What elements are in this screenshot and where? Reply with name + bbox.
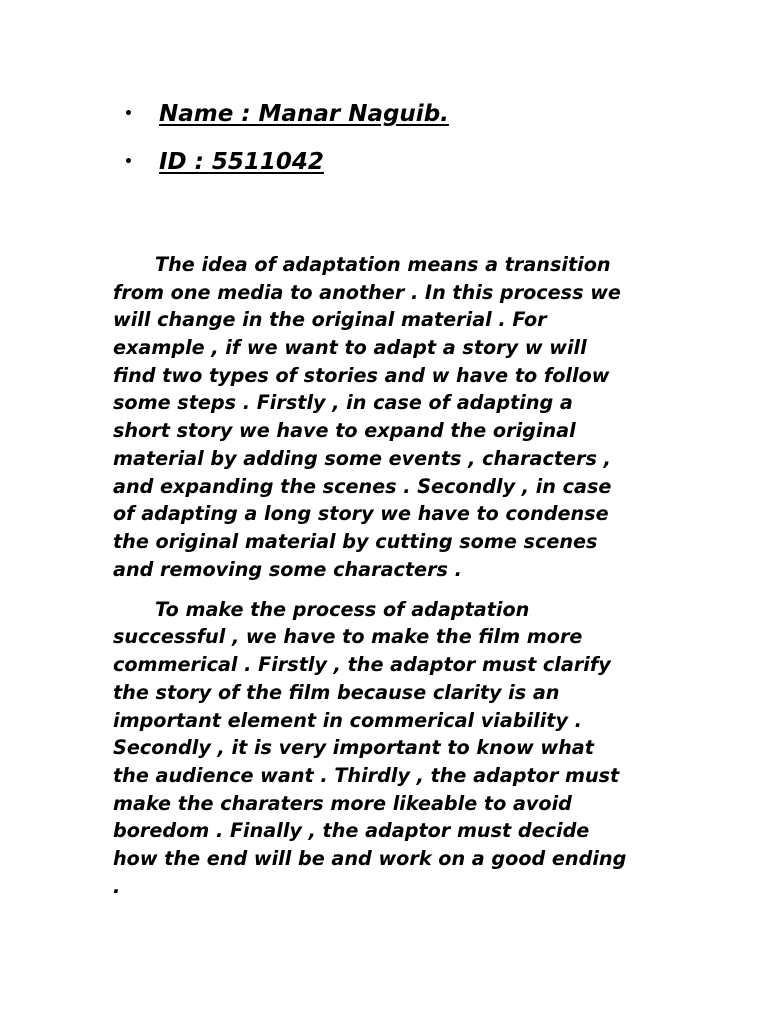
paragraph-line: To make the process of adaptation: [155, 597, 530, 621]
paragraph-line: some steps . Firstly , in case of adapting a: [113, 391, 573, 415]
paragraph-line: of adapting a long story we have to condense: [113, 502, 609, 526]
paragraph-2: [113, 596, 673, 901]
paragraph-line: the audience want . Thirdly , the adaptor must: [113, 763, 620, 787]
paragraph-line: from one media to another . In this process we: [113, 280, 621, 304]
essay-body: [113, 251, 673, 900]
paragraph-line: successful , we have to make the film more: [113, 625, 583, 649]
paragraph-1: [113, 251, 673, 583]
student-id-item: [124, 138, 324, 186]
paragraph-line: short story we have to expand the original: [113, 419, 576, 443]
paragraph-line: find two types of stories and w have to follow: [113, 363, 610, 387]
paragraph-line: make the charaters more likeable to avoid: [113, 791, 572, 815]
student-info-list: [124, 90, 449, 186]
paragraph-line: and expanding the scenes . Secondly , in case: [113, 474, 612, 498]
paragraph-line: commerical . Firstly , the adaptor must clarify: [113, 653, 611, 677]
paragraph-line: material by adding some events , characters ,: [113, 446, 611, 470]
paragraph-line: example , if we want to adapt a story w will: [113, 336, 587, 360]
student-id: ID : 5511042: [159, 149, 324, 175]
bullet-icon: •: [124, 154, 133, 170]
paragraph-line: will change in the original material . For: [113, 308, 547, 332]
student-name: Name : Manar Naguib.: [159, 101, 449, 127]
paragraph-line: Secondly , it is very important to know what: [113, 736, 594, 760]
bullet-icon: •: [124, 106, 133, 122]
student-name-item: [124, 90, 449, 138]
paragraph-line: and removing some characters .: [113, 557, 462, 581]
paragraph-line: important element in commerical viability .: [113, 708, 582, 732]
paragraph-line: .: [113, 874, 121, 898]
paragraph-line: boredom . Finally , the adaptor must decide: [113, 819, 590, 843]
paragraph-line: The idea of adaptation means a transition: [155, 253, 611, 276]
paragraph-line: the original material by cutting some scenes: [113, 529, 598, 553]
paragraph-line: how the end will be and work on a good ending: [113, 846, 627, 870]
paragraph-line: the story of the film because clarity is an: [113, 680, 560, 704]
